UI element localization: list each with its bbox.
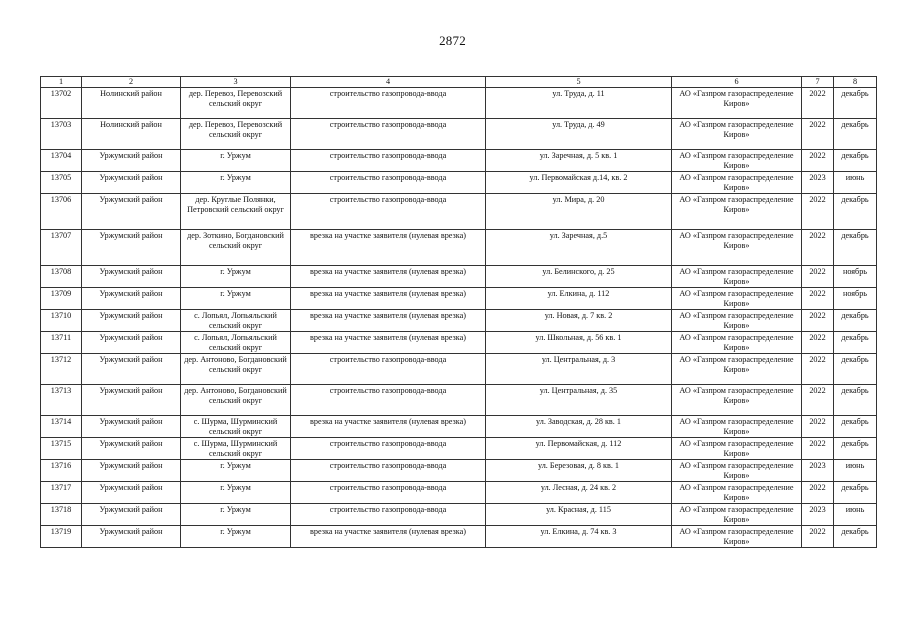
cell-locality: г. Уржум [181, 172, 291, 194]
cell-month: ноябрь [834, 266, 877, 288]
table-row [41, 385, 877, 416]
cell-number: 13707 [41, 230, 82, 266]
cell-organization: АО «Газпром газораспределение Киров» [672, 88, 802, 119]
table-row [41, 230, 877, 266]
cell-number: 13702 [41, 88, 82, 119]
cell-work-type: строительство газопровода-ввода [291, 119, 486, 150]
cell-month: декабрь [834, 310, 877, 332]
cell-work-type: строительство газопровода-ввода [291, 88, 486, 119]
cell-address: ул. Труда, д. 11 [486, 88, 672, 119]
cell-organization: АО «Газпром газораспределение Киров» [672, 266, 802, 288]
cell-address: ул. Новая, д. 7 кв. 2 [486, 310, 672, 332]
column-header: 8 [834, 77, 877, 88]
column-header: 7 [802, 77, 834, 88]
cell-district: Уржумский район [82, 172, 181, 194]
cell-number: 13706 [41, 194, 82, 230]
cell-work-type: строительство газопровода-ввода [291, 150, 486, 172]
cell-year: 2022 [802, 438, 834, 460]
table-row [41, 288, 877, 310]
table-body [41, 88, 877, 548]
cell-address: ул. Лесная, д. 24 кв. 2 [486, 482, 672, 504]
column-number-row [41, 77, 877, 88]
cell-address: ул. Белинского, д. 25 [486, 266, 672, 288]
cell-locality: дер. Перевоз, Перевозский сельский округ [181, 88, 291, 119]
cell-work-type: врезка на участке заявителя (нулевая врезка) [291, 266, 486, 288]
cell-organization: АО «Газпром газораспределение Киров» [672, 438, 802, 460]
cell-work-type: строительство газопровода-ввода [291, 385, 486, 416]
cell-work-type: врезка на участке заявителя (нулевая врезка) [291, 230, 486, 266]
cell-year: 2023 [802, 504, 834, 526]
cell-address: ул. Заречная, д. 5 кв. 1 [486, 150, 672, 172]
cell-locality: г. Уржум [181, 526, 291, 548]
table-row [41, 172, 877, 194]
cell-district: Уржумский район [82, 526, 181, 548]
table-row [41, 194, 877, 230]
cell-locality: дер. Антоново, Богдановский сельский округ [181, 385, 291, 416]
cell-month: декабрь [834, 385, 877, 416]
cell-locality: г. Уржум [181, 288, 291, 310]
cell-number: 13717 [41, 482, 82, 504]
cell-locality: дер. Перевоз, Перевозский сельский округ [181, 119, 291, 150]
cell-work-type: строительство газопровода-ввода [291, 504, 486, 526]
cell-district: Уржумский район [82, 194, 181, 230]
cell-organization: АО «Газпром газораспределение Киров» [672, 504, 802, 526]
cell-number: 13704 [41, 150, 82, 172]
column-header: 4 [291, 77, 486, 88]
cell-month: декабрь [834, 332, 877, 354]
cell-locality: с. Шурма, Шурминский сельский округ [181, 416, 291, 438]
cell-year: 2022 [802, 119, 834, 150]
cell-month: декабрь [834, 150, 877, 172]
cell-organization: АО «Газпром газораспределение Киров» [672, 194, 802, 230]
cell-organization: АО «Газпром газораспределение Киров» [672, 460, 802, 482]
cell-address: ул. Елкина, д. 74 кв. 3 [486, 526, 672, 548]
cell-locality: с. Шурма, Шурминский сельский округ [181, 438, 291, 460]
cell-month: декабрь [834, 194, 877, 230]
cell-district: Уржумский район [82, 288, 181, 310]
cell-number: 13716 [41, 460, 82, 482]
cell-district: Уржумский район [82, 310, 181, 332]
cell-address: ул. Первомайская, д. 112 [486, 438, 672, 460]
table-row [41, 310, 877, 332]
cell-locality: с. Лопьял, Лопьяльский сельский округ [181, 332, 291, 354]
cell-number: 13719 [41, 526, 82, 548]
cell-address: ул. Школьная, д. 56 кв. 1 [486, 332, 672, 354]
cell-district: Уржумский район [82, 416, 181, 438]
cell-number: 13715 [41, 438, 82, 460]
cell-district: Уржумский район [82, 482, 181, 504]
cell-year: 2022 [802, 385, 834, 416]
cell-work-type: строительство газопровода-ввода [291, 438, 486, 460]
cell-organization: АО «Газпром газораспределение Киров» [672, 354, 802, 385]
cell-month: декабрь [834, 526, 877, 548]
cell-address: ул. Центральная, д. 3 [486, 354, 672, 385]
column-header: 3 [181, 77, 291, 88]
table-row [41, 504, 877, 526]
cell-month: декабрь [834, 482, 877, 504]
cell-locality: г. Уржум [181, 266, 291, 288]
cell-address: ул. Мира, д. 20 [486, 194, 672, 230]
cell-month: декабрь [834, 438, 877, 460]
cell-organization: АО «Газпром газораспределение Киров» [672, 288, 802, 310]
cell-month: июнь [834, 504, 877, 526]
cell-number: 13705 [41, 172, 82, 194]
cell-month: ноябрь [834, 288, 877, 310]
cell-district: Нолинский район [82, 88, 181, 119]
column-header: 6 [672, 77, 802, 88]
cell-locality: г. Уржум [181, 150, 291, 172]
cell-work-type: врезка на участке заявителя (нулевая врезка) [291, 416, 486, 438]
cell-address: ул. Труда, д. 49 [486, 119, 672, 150]
cell-locality: с. Лопьял, Лопьяльский сельский округ [181, 310, 291, 332]
cell-district: Уржумский район [82, 460, 181, 482]
table-row [41, 460, 877, 482]
cell-organization: АО «Газпром газораспределение Киров» [672, 332, 802, 354]
cell-locality: г. Уржум [181, 460, 291, 482]
table-row [41, 266, 877, 288]
cell-year: 2022 [802, 526, 834, 548]
cell-district: Уржумский район [82, 504, 181, 526]
cell-year: 2022 [802, 354, 834, 385]
cell-organization: АО «Газпром газораспределение Киров» [672, 526, 802, 548]
cell-number: 13710 [41, 310, 82, 332]
cell-number: 13712 [41, 354, 82, 385]
column-header: 5 [486, 77, 672, 88]
cell-locality: г. Уржум [181, 504, 291, 526]
cell-month: июнь [834, 460, 877, 482]
cell-district: Уржумский район [82, 385, 181, 416]
cell-work-type: врезка на участке заявителя (нулевая врезка) [291, 310, 486, 332]
table-row [41, 88, 877, 119]
table-row [41, 438, 877, 460]
cell-year: 2022 [802, 88, 834, 119]
cell-month: декабрь [834, 119, 877, 150]
cell-address: ул. Центральная, д. 35 [486, 385, 672, 416]
table-row [41, 150, 877, 172]
cell-locality: дер. Зоткино, Богдановский сельский округ [181, 230, 291, 266]
cell-address: ул. Заводская, д. 28 кв. 1 [486, 416, 672, 438]
cell-work-type: строительство газопровода-ввода [291, 172, 486, 194]
cell-year: 2022 [802, 310, 834, 332]
cell-district: Уржумский район [82, 150, 181, 172]
cell-year: 2022 [802, 482, 834, 504]
cell-district: Уржумский район [82, 354, 181, 385]
cell-month: июнь [834, 172, 877, 194]
cell-address: ул. Березовая, д. 8 кв. 1 [486, 460, 672, 482]
table-row [41, 354, 877, 385]
cell-year: 2022 [802, 332, 834, 354]
cell-organization: АО «Газпром газораспределение Киров» [672, 172, 802, 194]
cell-work-type: врезка на участке заявителя (нулевая врезка) [291, 288, 486, 310]
cell-number: 13711 [41, 332, 82, 354]
cell-month: декабрь [834, 354, 877, 385]
cell-organization: АО «Газпром газораспределение Киров» [672, 385, 802, 416]
cell-year: 2022 [802, 416, 834, 438]
cell-year: 2022 [802, 230, 834, 266]
cell-address: ул. Красная, д. 115 [486, 504, 672, 526]
cell-year: 2023 [802, 460, 834, 482]
cell-district: Уржумский район [82, 438, 181, 460]
page-number: 2872 [439, 33, 466, 48]
cell-number: 13708 [41, 266, 82, 288]
column-header: 1 [41, 77, 82, 88]
cell-address: ул. Первомайская д.14, кв. 2 [486, 172, 672, 194]
table-row [41, 526, 877, 548]
cell-district: Уржумский район [82, 332, 181, 354]
column-header: 2 [82, 77, 181, 88]
cell-month: декабрь [834, 416, 877, 438]
cell-work-type: врезка на участке заявителя (нулевая врезка) [291, 526, 486, 548]
cell-work-type: строительство газопровода-ввода [291, 354, 486, 385]
cell-year: 2023 [802, 172, 834, 194]
cell-number: 13709 [41, 288, 82, 310]
cell-organization: АО «Газпром газораспределение Киров» [672, 119, 802, 150]
cell-organization: АО «Газпром газораспределение Киров» [672, 482, 802, 504]
cell-number: 13714 [41, 416, 82, 438]
table-row [41, 482, 877, 504]
gasification-table [40, 76, 877, 548]
cell-locality: дер. Круглые Полянки, Петровский сельский округ [181, 194, 291, 230]
cell-district: Уржумский район [82, 266, 181, 288]
cell-number: 13713 [41, 385, 82, 416]
cell-organization: АО «Газпром газораспределение Киров» [672, 416, 802, 438]
cell-month: декабрь [834, 88, 877, 119]
cell-number: 13718 [41, 504, 82, 526]
table-row [41, 416, 877, 438]
table-row [41, 332, 877, 354]
cell-address: ул. Заречная, д.5 [486, 230, 672, 266]
cell-month: декабрь [834, 230, 877, 266]
cell-work-type: врезка на участке заявителя (нулевая врезка) [291, 332, 486, 354]
cell-district: Нолинский район [82, 119, 181, 150]
cell-year: 2022 [802, 194, 834, 230]
cell-locality: г. Уржум [181, 482, 291, 504]
cell-address: ул. Елкина, д. 112 [486, 288, 672, 310]
cell-locality: дер. Антоново, Богдановский сельский округ [181, 354, 291, 385]
cell-year: 2022 [802, 288, 834, 310]
cell-organization: АО «Газпром газораспределение Киров» [672, 230, 802, 266]
cell-year: 2022 [802, 266, 834, 288]
cell-year: 2022 [802, 150, 834, 172]
cell-organization: АО «Газпром газораспределение Киров» [672, 150, 802, 172]
cell-number: 13703 [41, 119, 82, 150]
cell-district: Уржумский район [82, 230, 181, 266]
cell-work-type: строительство газопровода-ввода [291, 482, 486, 504]
table-row [41, 119, 877, 150]
cell-work-type: строительство газопровода-ввода [291, 460, 486, 482]
cell-organization: АО «Газпром газораспределение Киров» [672, 310, 802, 332]
cell-work-type: строительство газопровода-ввода [291, 194, 486, 230]
